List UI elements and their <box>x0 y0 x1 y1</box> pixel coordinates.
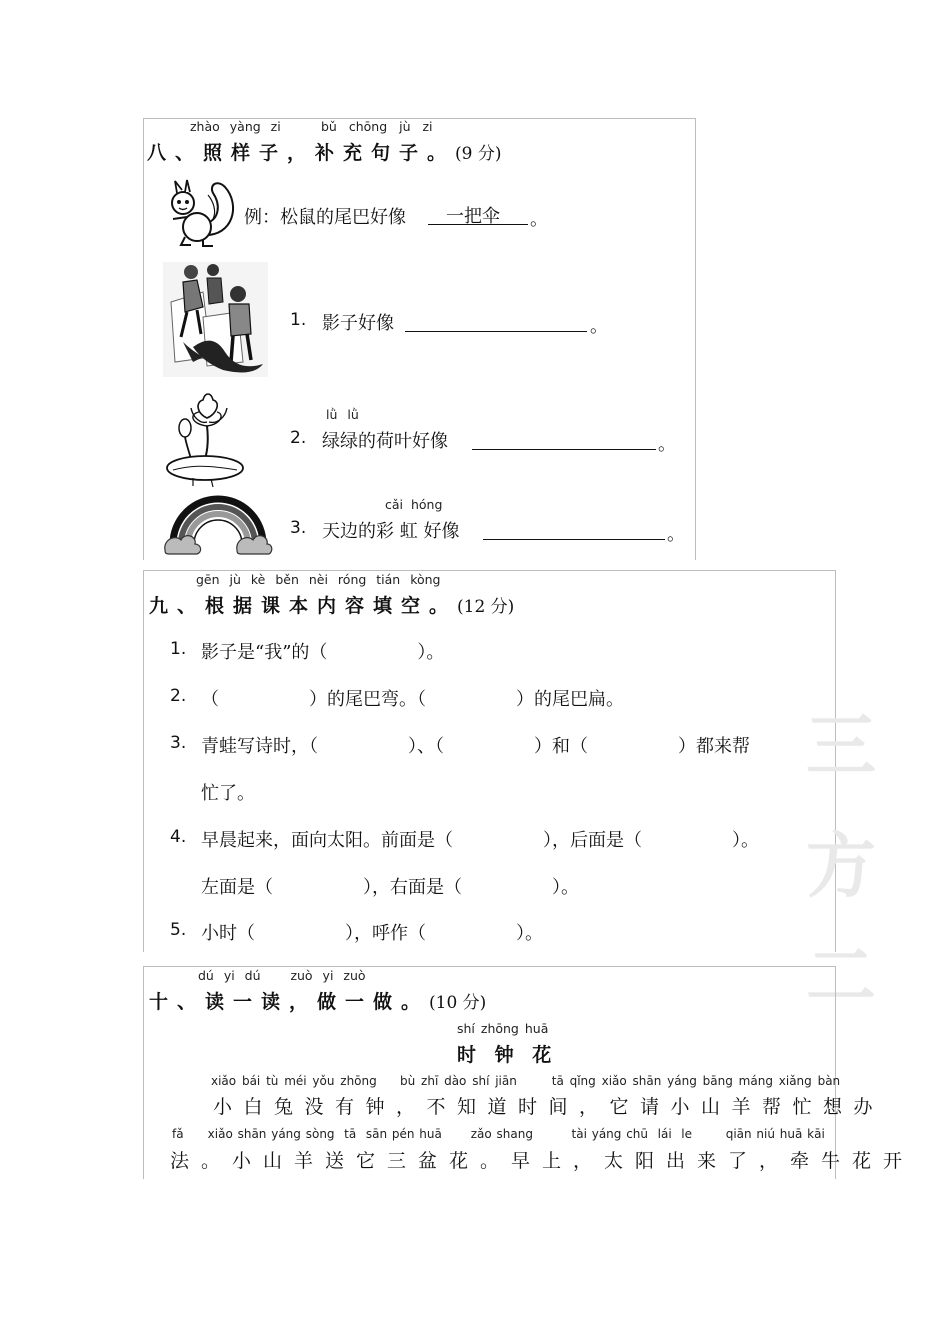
s9-line-2-text: （ ）的尾巴弯。（ ）的尾巴扁。 <box>201 689 624 710</box>
section-9-title-text: 九、根据课本内容填空。 <box>149 595 458 617</box>
example-answer: 一把伞 <box>446 206 500 227</box>
s8-item-2-period: 。 <box>658 434 676 455</box>
s9-line-3-text: 青蛙写诗时，（ ）、（ ）和（ ）都来帮 <box>201 736 750 757</box>
s8-item-2-pinyin: lǜ lǜ <box>326 407 359 422</box>
section-10-score: (10 分) <box>429 993 487 1013</box>
children-shadow-illustration <box>163 262 268 377</box>
watermark-mark: 二 <box>806 934 876 1017</box>
s8-item-3-period: 。 <box>667 524 685 545</box>
story-title-pinyin: shí zhōng huā <box>457 1021 549 1036</box>
s9-line-4-continued: 左面是（ ），右面是（ ）。 <box>201 877 579 898</box>
section-9-title <box>149 591 514 618</box>
story-line-2: 法。小山羊送它三盆花。早上，太阳出来了，牵牛花开 <box>170 1150 915 1172</box>
section-9-score: (12 分) <box>457 597 515 617</box>
story-line-1-pinyin: xiǎo bái tù méi yǒu zhōng bù zhī dào shí jiān tā qǐng xiǎo shān yáng bāng máng xiǎng bàn <box>211 1074 841 1088</box>
squirrel-illustration <box>163 175 238 250</box>
s8-item-2-number: 2. <box>290 428 307 448</box>
story-title: 时 钟 花 <box>457 1044 556 1066</box>
lotus-illustration <box>163 388 258 488</box>
s8-item-3-text: 天边的彩 虹 好像 <box>322 521 460 542</box>
example-period: 。 <box>530 209 548 230</box>
s9-line-5-number: 5. <box>170 920 187 940</box>
story-line-1: 小白兔没有钟，不知道时间，它请小山羊帮忙想办 <box>213 1096 885 1118</box>
section-10-title-text: 十、读一读，做一做。 <box>149 991 430 1013</box>
section-8-score: (9 分) <box>455 144 502 164</box>
section-8-title-text: 八、照样子，补充句子。 <box>147 142 456 164</box>
section-8-title <box>147 138 502 165</box>
section-8-pinyin-b: bǔ chōng jù zi <box>321 119 433 134</box>
s9-line-1-text: 影子是“我”的（ ）。 <box>201 642 445 663</box>
s9-line-2-number: 2. <box>170 686 187 706</box>
s8-item-1-text: 影子好像 <box>322 313 394 334</box>
section-9-pinyin: gēn jù kè běn nèi róng tián kòng <box>196 572 441 587</box>
watermark-mark: 三 <box>806 704 876 787</box>
s8-item-2-text: 绿绿的荷叶好像 <box>322 431 448 452</box>
rainbow-illustration <box>163 494 273 556</box>
s9-line-3-continued: 忙了。 <box>201 783 255 804</box>
story-line-2-pinyin: fǎ xiǎo shān yáng sòng tā sān pén huā zǎo shang tài yáng chū lái le qiān niú huā kāi <box>172 1127 825 1141</box>
s8-item-2-blank <box>472 448 656 450</box>
s9-line-3-number: 3. <box>170 733 187 753</box>
s8-item-1-number: 1. <box>290 310 307 330</box>
s8-item-3-pinyin: cǎi hóng <box>385 497 443 512</box>
s9-line-5-text: 小时（ ），呼作（ ）。 <box>201 923 543 944</box>
section-10-pinyin: dú yi dú zuò yi zuò <box>198 968 366 983</box>
section-10-title <box>149 987 486 1014</box>
s8-item-1-period: 。 <box>590 316 608 337</box>
section-8-pinyin-a: zhào yàng zi <box>190 119 281 134</box>
s8-item-1-blank <box>405 330 587 332</box>
watermark-mark: 方 <box>806 824 876 907</box>
s8-item-3-number: 3. <box>290 518 307 538</box>
example-underline <box>428 223 528 225</box>
s8-item-3-blank <box>483 538 665 540</box>
s9-line-1-number: 1. <box>170 639 187 659</box>
s9-line-4-text: 早晨起来，面向太阳。前面是（ ），后面是（ ）。 <box>201 830 759 851</box>
s9-line-4-number: 4. <box>170 827 187 847</box>
example-sentence: 例：松鼠的尾巴好像 <box>244 207 406 228</box>
